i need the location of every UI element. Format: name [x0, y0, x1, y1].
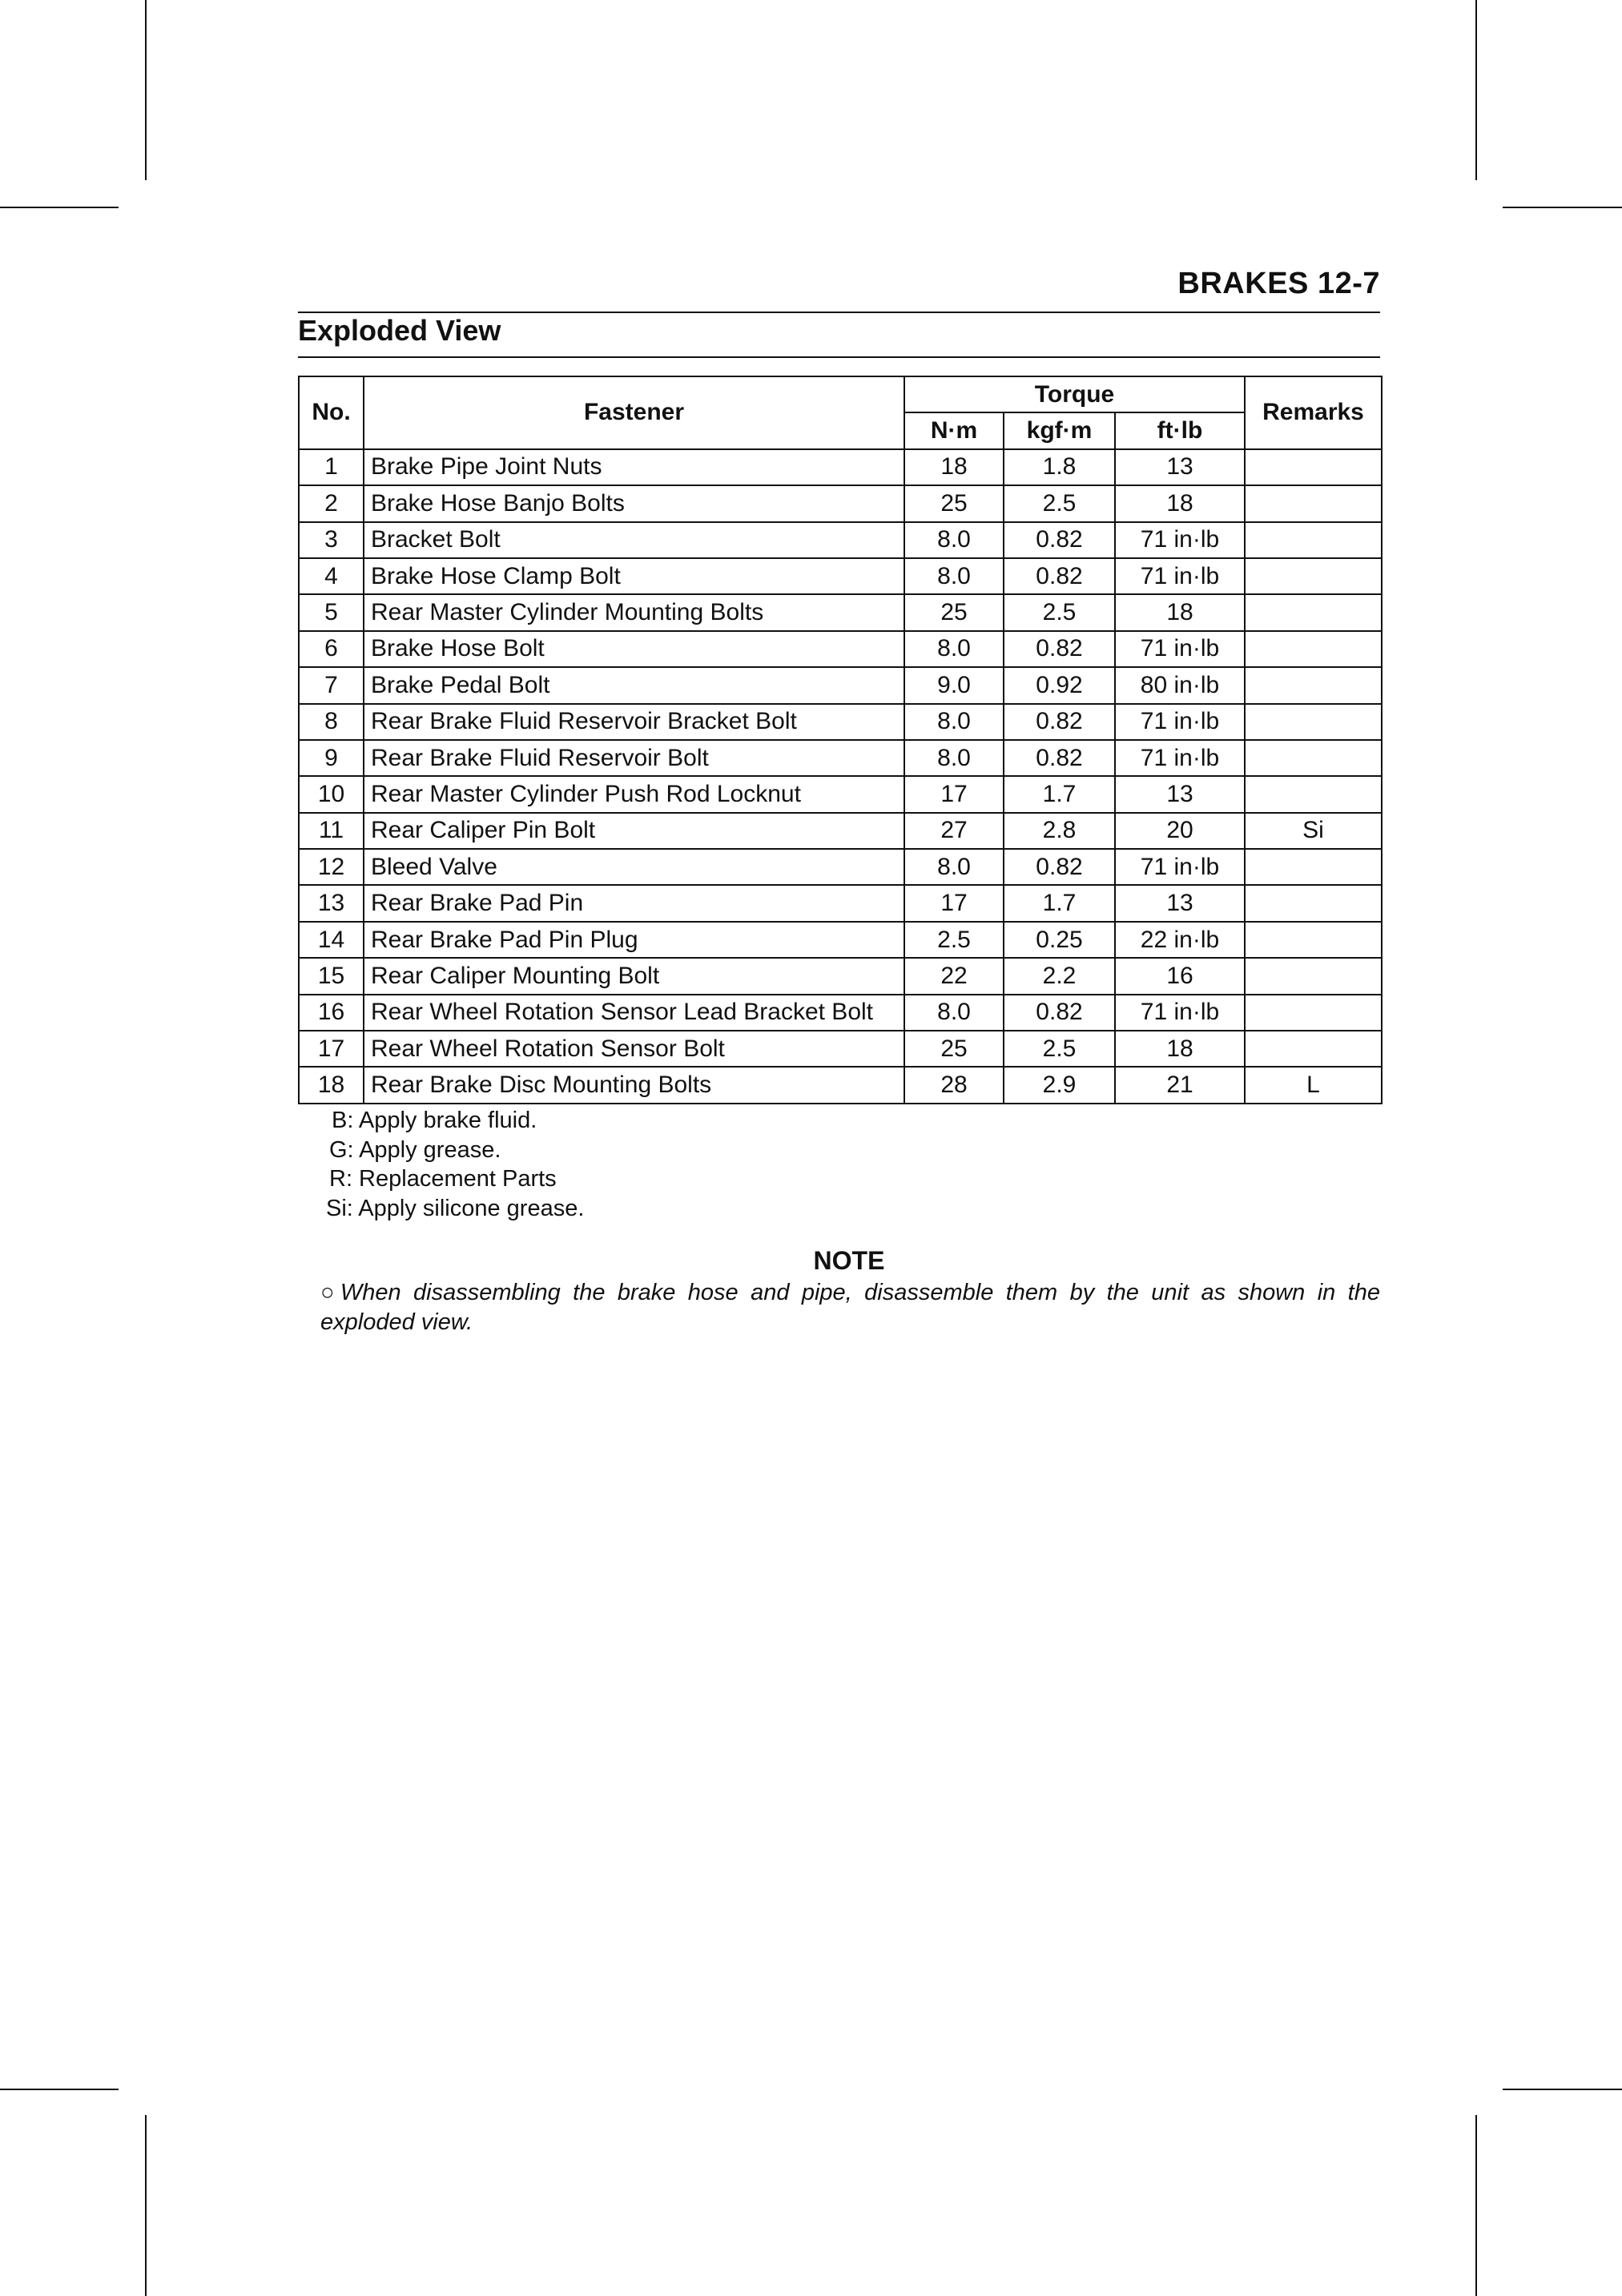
note-text: When disassembling the brake hose and pipe, disassemble them by the unit as shown in the exploded view. — [320, 1280, 1380, 1335]
cell-nm: 8.0 — [904, 522, 1004, 558]
crop-mark — [1503, 2089, 1622, 2090]
cell-fastener: Rear Brake Pad Pin Plug — [364, 922, 904, 958]
cell-fastener: Rear Caliper Pin Bolt — [364, 813, 904, 849]
cell-kgfm: 2.5 — [1004, 1031, 1115, 1067]
cell-ftlb: 13 — [1115, 776, 1245, 812]
table-row — [299, 958, 1382, 994]
cell-no: 1 — [299, 449, 364, 485]
cell-remarks — [1245, 558, 1382, 594]
header-kgfm: kgf·m — [1004, 412, 1115, 448]
cell-no: 16 — [299, 995, 364, 1031]
cell-no: 2 — [299, 485, 364, 521]
cell-remarks — [1245, 594, 1382, 630]
cell-nm: 25 — [904, 485, 1004, 521]
note-heading: NOTE — [813, 1246, 885, 1275]
table-row — [299, 449, 1382, 485]
cell-kgfm: 0.82 — [1004, 522, 1115, 558]
header-nm: N·m — [904, 412, 1004, 448]
cell-nm: 8.0 — [904, 740, 1004, 776]
cell-remarks — [1245, 485, 1382, 521]
section-title: Exploded View — [298, 314, 501, 347]
cell-remarks — [1245, 849, 1382, 885]
cell-nm: 8.0 — [904, 631, 1004, 667]
table-row — [299, 667, 1382, 703]
cell-no: 10 — [299, 776, 364, 812]
cell-nm: 25 — [904, 594, 1004, 630]
cell-ftlb: 71 in·lb — [1115, 995, 1245, 1031]
cell-nm: 8.0 — [904, 704, 1004, 740]
cell-no: 17 — [299, 1031, 364, 1067]
cell-fastener: Brake Pipe Joint Nuts — [364, 449, 904, 485]
cell-ftlb: 13 — [1115, 449, 1245, 485]
cell-fastener: Bracket Bolt — [364, 522, 904, 558]
cell-remarks — [1245, 776, 1382, 812]
cell-kgfm: 2.2 — [1004, 958, 1115, 994]
cell-ftlb: 71 in·lb — [1115, 704, 1245, 740]
cell-no: 5 — [299, 594, 364, 630]
torque-table-body — [299, 449, 1382, 1104]
page-header-title: BRAKES 12-7 — [1177, 267, 1380, 300]
table-row — [299, 558, 1382, 594]
cell-ftlb: 71 in·lb — [1115, 849, 1245, 885]
cell-fastener: Bleed Valve — [364, 849, 904, 885]
cell-no: 18 — [299, 1067, 364, 1103]
section-rule — [298, 356, 1380, 358]
cell-remarks — [1245, 740, 1382, 776]
cell-kgfm: 0.82 — [1004, 995, 1115, 1031]
cell-ftlb: 71 in·lb — [1115, 740, 1245, 776]
cell-ftlb: 71 in·lb — [1115, 558, 1245, 594]
table-row — [299, 522, 1382, 558]
cell-no: 7 — [299, 667, 364, 703]
cell-no: 4 — [299, 558, 364, 594]
crop-mark — [1475, 2115, 1477, 2296]
legend — [320, 1106, 584, 1223]
cell-ftlb: 20 — [1115, 813, 1245, 849]
cell-remarks — [1245, 922, 1382, 958]
cell-nm: 27 — [904, 813, 1004, 849]
cell-no: 3 — [299, 522, 364, 558]
cell-kgfm: 0.82 — [1004, 849, 1115, 885]
cell-fastener: Brake Hose Clamp Bolt — [364, 558, 904, 594]
cell-nm: 28 — [904, 1067, 1004, 1103]
table-row — [299, 776, 1382, 812]
cell-kgfm: 0.25 — [1004, 922, 1115, 958]
table-row — [299, 885, 1382, 921]
cell-no: 6 — [299, 631, 364, 667]
cell-nm: 8.0 — [904, 995, 1004, 1031]
table-row — [299, 849, 1382, 885]
cell-kgfm: 1.7 — [1004, 776, 1115, 812]
cell-ftlb: 18 — [1115, 594, 1245, 630]
cell-fastener: Brake Hose Bolt — [364, 631, 904, 667]
note-bullet-icon: ○ — [320, 1280, 340, 1305]
cell-fastener: Rear Brake Disc Mounting Bolts — [364, 1067, 904, 1103]
legend-item: G: Apply grease. — [329, 1136, 501, 1163]
cell-remarks — [1245, 667, 1382, 703]
cell-fastener: Rear Wheel Rotation Sensor Lead Bracket Bolt — [364, 995, 904, 1031]
cell-no: 13 — [299, 885, 364, 921]
cell-kgfm: 0.82 — [1004, 558, 1115, 594]
cell-kgfm: 2.5 — [1004, 594, 1115, 630]
cell-remarks — [1245, 449, 1382, 485]
cell-fastener: Rear Master Cylinder Push Rod Locknut — [364, 776, 904, 812]
cell-ftlb: 80 in·lb — [1115, 667, 1245, 703]
legend-item: Si: Apply silicone grease. — [326, 1195, 585, 1221]
cell-nm: 25 — [904, 1031, 1004, 1067]
cell-fastener: Brake Pedal Bolt — [364, 667, 904, 703]
table-row — [299, 485, 1382, 521]
crop-mark — [145, 2115, 147, 2296]
cell-fastener: Rear Caliper Mounting Bolt — [364, 958, 904, 994]
table-row — [299, 813, 1382, 849]
cell-kgfm: 0.92 — [1004, 667, 1115, 703]
torque-table — [298, 376, 1383, 1104]
cell-no: 14 — [299, 922, 364, 958]
cell-no: 11 — [299, 813, 364, 849]
note-body — [320, 1278, 1380, 1337]
cell-no: 9 — [299, 740, 364, 776]
cell-remarks — [1245, 885, 1382, 921]
crop-mark — [0, 2089, 119, 2090]
cell-fastener: Rear Wheel Rotation Sensor Bolt — [364, 1031, 904, 1067]
cell-kgfm: 1.8 — [1004, 449, 1115, 485]
cell-remarks — [1245, 631, 1382, 667]
cell-nm: 8.0 — [904, 849, 1004, 885]
cell-ftlb: 71 in·lb — [1115, 522, 1245, 558]
cell-ftlb: 71 in·lb — [1115, 631, 1245, 667]
legend-item: R: Replacement Parts — [329, 1166, 557, 1192]
cell-ftlb: 16 — [1115, 958, 1245, 994]
cell-no: 8 — [299, 704, 364, 740]
table-row — [299, 594, 1382, 630]
table-row — [299, 922, 1382, 958]
header-rule — [298, 312, 1380, 313]
cell-remarks — [1245, 1031, 1382, 1067]
cell-kgfm: 2.9 — [1004, 1067, 1115, 1103]
cell-kgfm: 0.82 — [1004, 740, 1115, 776]
table-row — [299, 1031, 1382, 1067]
cell-ftlb: 21 — [1115, 1067, 1245, 1103]
cell-nm: 9.0 — [904, 667, 1004, 703]
cell-remarks — [1245, 522, 1382, 558]
cell-nm: 2.5 — [904, 922, 1004, 958]
cell-ftlb: 18 — [1115, 485, 1245, 521]
crop-mark — [1475, 0, 1477, 180]
cell-kgfm: 2.8 — [1004, 813, 1115, 849]
cell-fastener: Brake Hose Banjo Bolts — [364, 485, 904, 521]
cell-ftlb: 22 in·lb — [1115, 922, 1245, 958]
cell-nm: 18 — [904, 449, 1004, 485]
cell-fastener: Rear Brake Fluid Reservoir Bracket Bolt — [364, 704, 904, 740]
cell-nm: 17 — [904, 885, 1004, 921]
cell-remarks — [1245, 958, 1382, 994]
cell-no: 15 — [299, 958, 364, 994]
cell-nm: 22 — [904, 958, 1004, 994]
cell-nm: 17 — [904, 776, 1004, 812]
cell-nm: 8.0 — [904, 558, 1004, 594]
cell-fastener: Rear Brake Fluid Reservoir Bolt — [364, 740, 904, 776]
cell-remarks — [1245, 704, 1382, 740]
cell-remarks: L — [1245, 1067, 1382, 1103]
header-remarks: Remarks — [1245, 376, 1382, 449]
crop-mark — [1503, 207, 1622, 208]
crop-mark — [0, 207, 119, 208]
header-ftlb: ft·lb — [1115, 412, 1245, 448]
header-no: No. — [299, 376, 364, 449]
cell-fastener: Rear Master Cylinder Mounting Bolts — [364, 594, 904, 630]
table-row — [299, 704, 1382, 740]
cell-fastener: Rear Brake Pad Pin — [364, 885, 904, 921]
cell-kgfm: 2.5 — [1004, 485, 1115, 521]
crop-mark — [145, 0, 147, 180]
header-fastener: Fastener — [364, 376, 904, 449]
cell-kgfm: 0.82 — [1004, 704, 1115, 740]
cell-kgfm: 1.7 — [1004, 885, 1115, 921]
table-row — [299, 740, 1382, 776]
cell-remarks: Si — [1245, 813, 1382, 849]
cell-no: 12 — [299, 849, 364, 885]
legend-item: B: Apply brake fluid. — [332, 1108, 537, 1133]
table-row — [299, 995, 1382, 1031]
table-row — [299, 1067, 1382, 1103]
cell-ftlb: 18 — [1115, 1031, 1245, 1067]
cell-ftlb: 13 — [1115, 885, 1245, 921]
table-row — [299, 631, 1382, 667]
cell-kgfm: 0.82 — [1004, 631, 1115, 667]
header-torque: Torque — [904, 376, 1245, 412]
cell-remarks — [1245, 995, 1382, 1031]
